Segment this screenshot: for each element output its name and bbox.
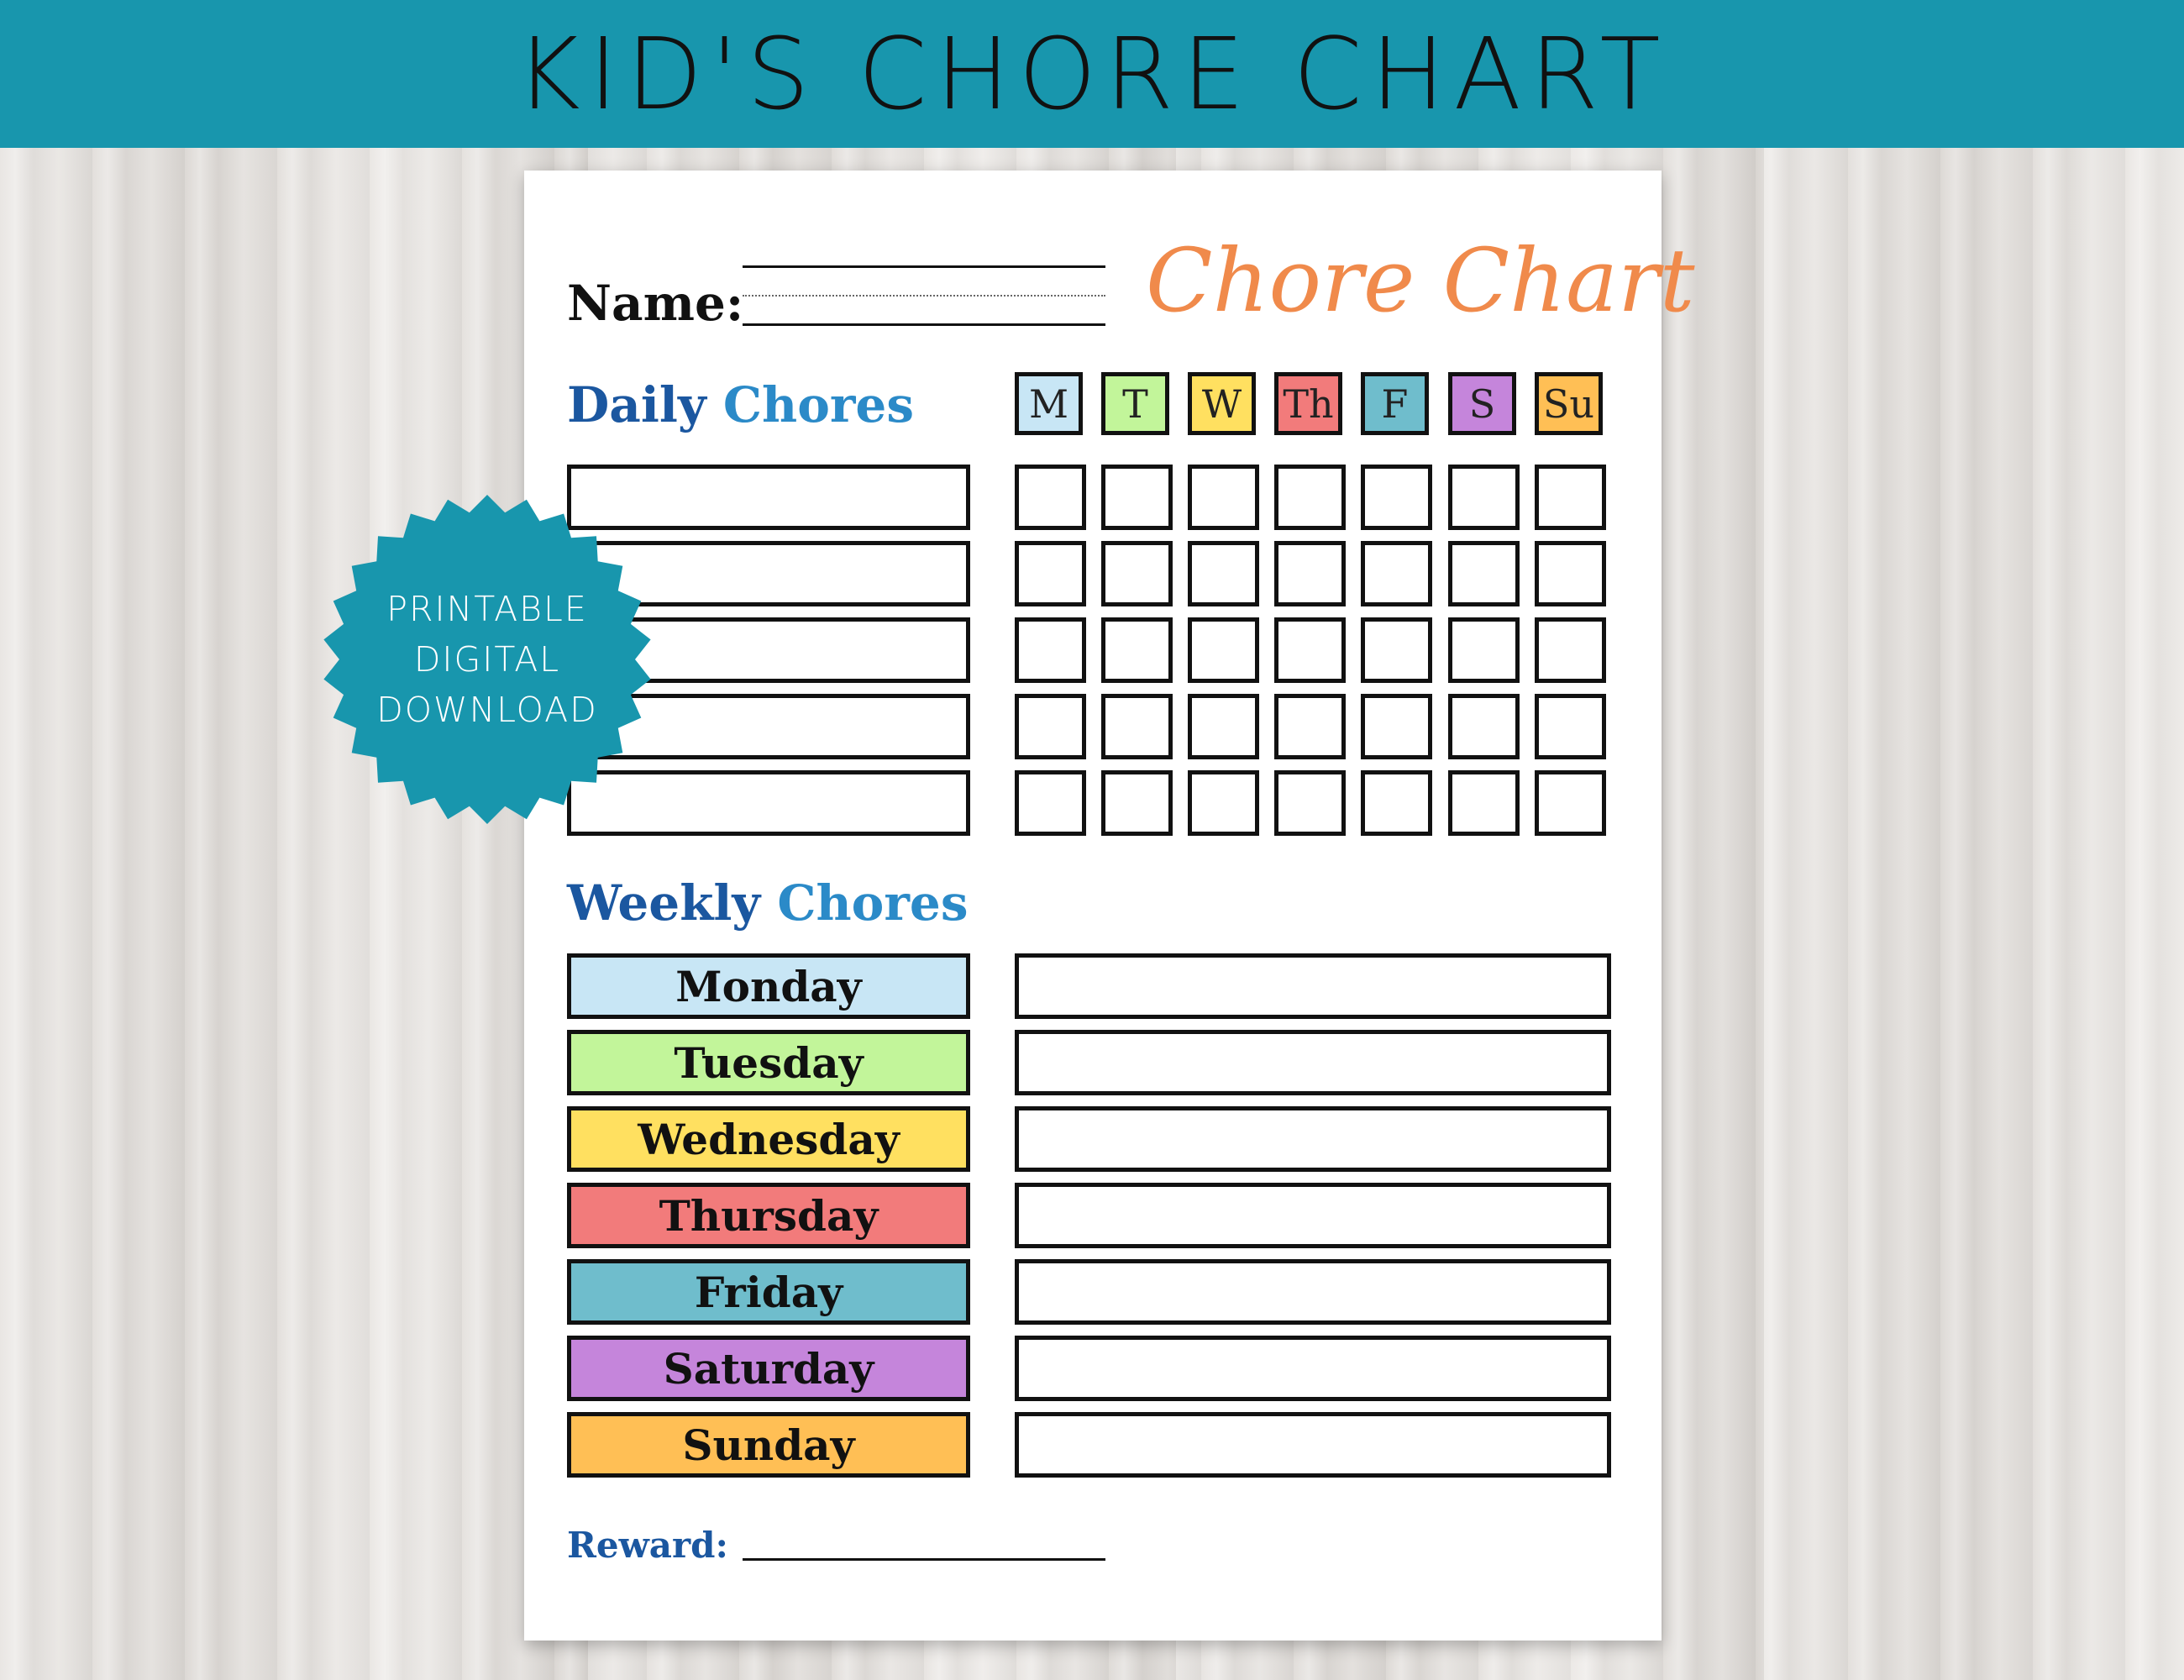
daily-chores-heading: [567, 376, 914, 433]
daily-checkbox[interactable]: [1188, 465, 1259, 530]
weekly-chore-field-friday[interactable]: [1015, 1259, 1611, 1325]
badge-line-2: DIGITAL: [413, 639, 561, 680]
daily-checkbox[interactable]: [1274, 770, 1346, 836]
daily-checkbox[interactable]: [1448, 770, 1520, 836]
weekday-label-friday: Friday: [567, 1259, 970, 1325]
daily-checkbox[interactable]: [1101, 694, 1173, 759]
daily-checkbox[interactable]: [1535, 465, 1606, 530]
daily-checkbox[interactable]: [1101, 617, 1173, 683]
weekday-label-sunday: Sunday: [567, 1412, 970, 1478]
weekly-chores-heading: [567, 874, 968, 932]
daily-checkbox[interactable]: [1188, 541, 1259, 606]
weekly-chore-field-wednesday[interactable]: [1015, 1106, 1611, 1172]
day-header-w: W: [1188, 372, 1256, 435]
weekly-chores-word: Chores: [777, 874, 969, 932]
daily-checkbox[interactable]: [1015, 465, 1086, 530]
day-header-f: F: [1361, 372, 1429, 435]
day-header-th: Th: [1274, 372, 1342, 435]
daily-checkbox[interactable]: [1535, 541, 1606, 606]
daily-checkbox[interactable]: [1448, 465, 1520, 530]
daily-word: Daily: [567, 376, 706, 433]
name-label: Name:: [567, 275, 744, 332]
daily-checkbox[interactable]: [1101, 541, 1173, 606]
daily-checkbox[interactable]: [1274, 617, 1346, 683]
weekly-word: Weekly: [567, 874, 761, 932]
daily-checkbox[interactable]: [1015, 541, 1086, 606]
chores-word: Chores: [722, 376, 914, 433]
daily-checkbox[interactable]: [1448, 617, 1520, 683]
badge-text: [319, 491, 655, 827]
daily-checkbox[interactable]: [1361, 541, 1432, 606]
banner-title: KID'S CHORE CHART: [515, 16, 1669, 132]
daily-checkbox[interactable]: [1188, 770, 1259, 836]
title-banner: [0, 0, 2184, 148]
badge-line-1: PRINTABLE: [386, 589, 588, 629]
daily-checkbox[interactable]: [1361, 465, 1432, 530]
weekday-label-wednesday: Wednesday: [567, 1106, 970, 1172]
daily-checkbox[interactable]: [1361, 694, 1432, 759]
weekday-label-saturday: Saturday: [567, 1336, 970, 1401]
daily-checkbox[interactable]: [1274, 465, 1346, 530]
day-header-t: T: [1101, 372, 1169, 435]
daily-checkbox[interactable]: [1015, 770, 1086, 836]
daily-checkbox[interactable]: [1274, 541, 1346, 606]
name-line-dotted: [743, 295, 1105, 297]
daily-checkbox[interactable]: [1274, 694, 1346, 759]
chore-chart-sheet: [524, 171, 1695, 1641]
printable-download-badge: [319, 491, 655, 827]
daily-checkbox[interactable]: [1101, 770, 1173, 836]
name-line-top: [743, 265, 1105, 268]
day-header-m: M: [1015, 372, 1083, 435]
weekly-chore-field-tuesday[interactable]: [1015, 1030, 1611, 1095]
name-line-bottom: [743, 323, 1105, 326]
daily-checkbox[interactable]: [1188, 694, 1259, 759]
day-header-su: Su: [1535, 372, 1603, 435]
weekday-label-tuesday: Tuesday: [567, 1030, 970, 1095]
chore-chart-title: Chore Chart: [1146, 229, 1695, 332]
weekday-label-monday: Monday: [567, 953, 970, 1019]
badge-line-3: DOWNLOAD: [376, 690, 598, 730]
daily-checkbox[interactable]: [1448, 694, 1520, 759]
weekly-chore-field-thursday[interactable]: [1015, 1183, 1611, 1248]
daily-checkbox[interactable]: [1015, 617, 1086, 683]
daily-checkbox[interactable]: [1535, 617, 1606, 683]
daily-checkbox[interactable]: [1015, 694, 1086, 759]
daily-checkbox[interactable]: [1361, 617, 1432, 683]
daily-checkbox[interactable]: [1535, 694, 1606, 759]
weekly-chore-field-saturday[interactable]: [1015, 1336, 1611, 1401]
weekly-chore-field-monday[interactable]: [1015, 953, 1611, 1019]
reward-line: [743, 1558, 1105, 1561]
reward-label: Reward:: [567, 1525, 728, 1566]
daily-checkbox[interactable]: [1101, 465, 1173, 530]
weekly-chore-field-sunday[interactable]: [1015, 1412, 1611, 1478]
daily-checkbox[interactable]: [1361, 770, 1432, 836]
day-header-s: S: [1448, 372, 1516, 435]
daily-checkbox[interactable]: [1448, 541, 1520, 606]
weekday-label-thursday: Thursday: [567, 1183, 970, 1248]
daily-checkbox[interactable]: [1535, 770, 1606, 836]
daily-checkbox[interactable]: [1188, 617, 1259, 683]
